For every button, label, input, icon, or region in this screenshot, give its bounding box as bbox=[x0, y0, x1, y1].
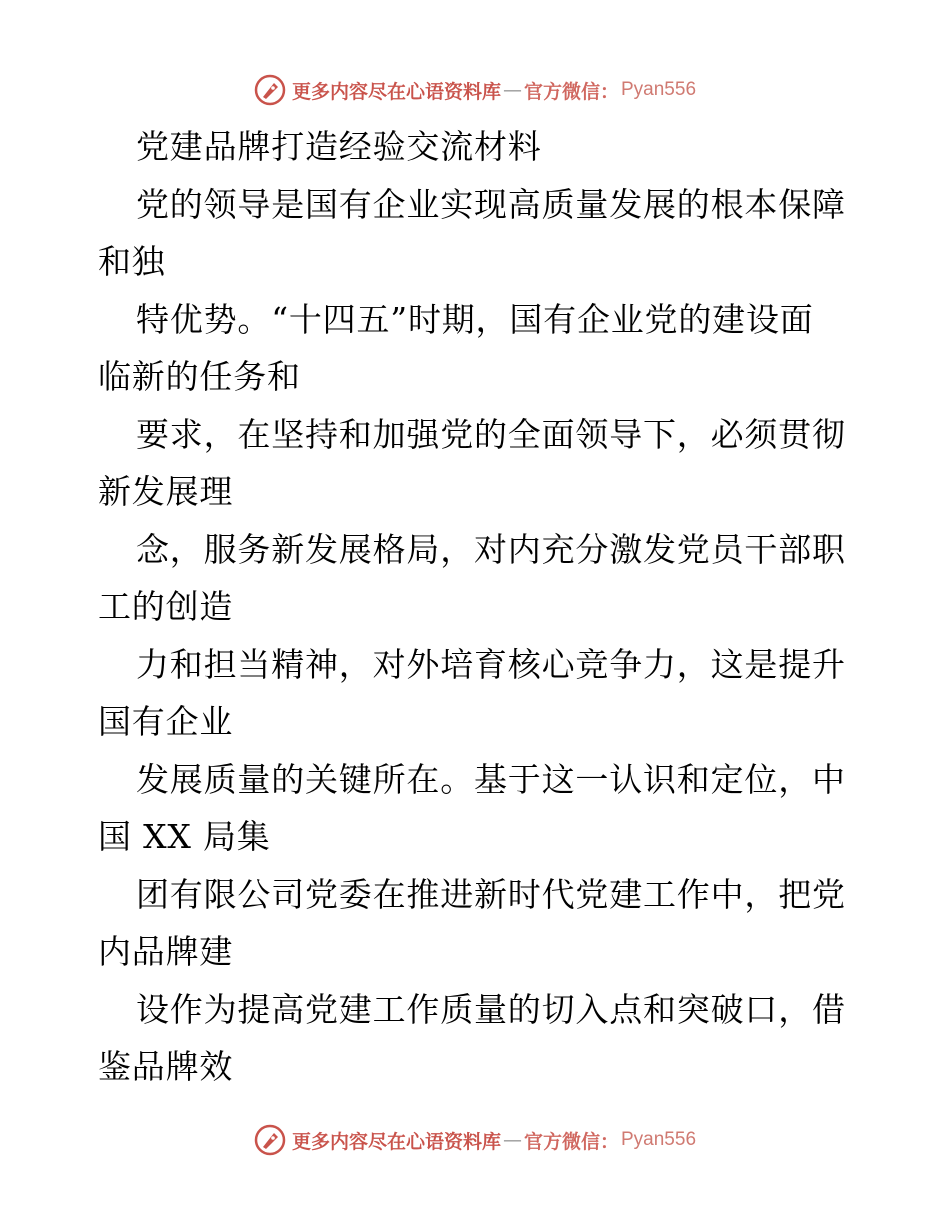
document-title: 党建品牌打造经验交流材料 bbox=[136, 127, 542, 166]
pen-nib-logo-icon bbox=[254, 74, 286, 106]
paragraph-line: 内品牌建 bbox=[98, 932, 234, 971]
header-watermark-banner bbox=[0, 70, 950, 110]
footer-watermark-banner bbox=[0, 1120, 950, 1160]
banner-dash: — bbox=[502, 79, 522, 101]
banner-site-text: 更多内容尽在心语资料库 bbox=[291, 80, 501, 103]
paragraph-line: 党的领导是国有企业实现高质量发展的根本保障 bbox=[136, 184, 846, 224]
paragraph-line: 力和担当精神，对外培育核心竞争力，这是提升 bbox=[136, 644, 846, 684]
paragraph-line: 鉴品牌效 bbox=[98, 1047, 234, 1086]
paragraph-line: 工的创造 bbox=[98, 587, 234, 626]
paragraph-line: 国有企业 bbox=[98, 702, 234, 741]
paragraph-line: 临新的任务和 bbox=[98, 357, 301, 396]
paragraph-line: 要求，在坚持和加强党的全面领导下，必须贯彻 bbox=[136, 414, 846, 454]
paragraph-line: 新发展理 bbox=[98, 472, 234, 511]
banner-wechat-label: 官方微信： bbox=[523, 1130, 619, 1153]
paragraph-line: 和独 bbox=[98, 242, 166, 281]
paragraph-line: 发展质量的关键所在。基于这一认识和定位，中 bbox=[136, 759, 846, 799]
banner-account: Pyan556 bbox=[621, 1129, 697, 1150]
document-body bbox=[98, 118, 858, 1096]
paragraph-line: 特优势。“十四五”时期，国有企业党的建设面 bbox=[136, 299, 814, 339]
pen-nib-logo-icon bbox=[254, 1124, 286, 1156]
paragraph-line: 设作为提高党建工作质量的切入点和突破口，借 bbox=[136, 989, 846, 1029]
banner-site-text: 更多内容尽在心语资料库 bbox=[291, 1130, 501, 1153]
paragraph-line: 念，服务新发展格局，对内充分激发党员干部职 bbox=[136, 529, 846, 569]
banner-dash: — bbox=[502, 1129, 522, 1151]
banner-account: Pyan556 bbox=[621, 79, 697, 100]
paragraph-line: 团有限公司党委在推进新时代党建工作中，把党 bbox=[136, 874, 846, 914]
paragraph-line: 国 XX 局集 bbox=[98, 817, 271, 856]
banner-wechat-label: 官方微信： bbox=[523, 80, 619, 103]
